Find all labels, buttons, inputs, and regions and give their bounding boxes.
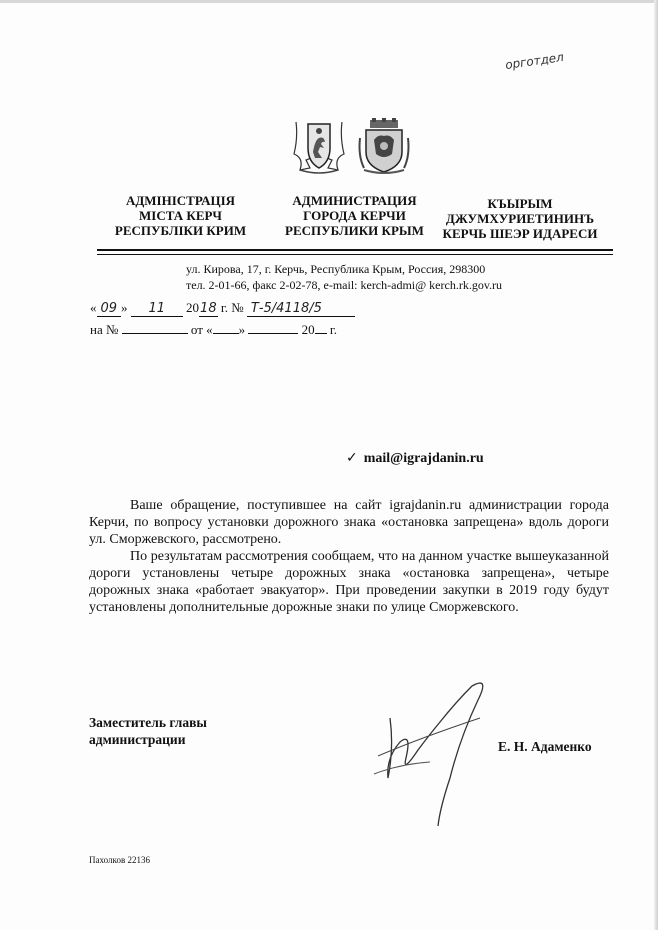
ref-month: 11 bbox=[131, 302, 183, 317]
ref-day: 09 bbox=[97, 302, 122, 317]
handwritten-signature bbox=[360, 678, 500, 843]
ref-year-suffix: 18 bbox=[200, 301, 217, 316]
header-crimean-tatar-line: КЕРЧЬ ШЕЭР ИДАРЕСИ bbox=[442, 226, 598, 241]
header-crimean-tatar bbox=[430, 196, 610, 241]
incoming-month-blank bbox=[248, 321, 298, 334]
incoming-from-label: от « bbox=[190, 322, 213, 337]
header-ukrainian-line: МІСТА КЕРЧ bbox=[139, 208, 222, 223]
header-russian-line: ГОРОДА КЕРЧИ bbox=[303, 208, 406, 223]
incoming-close-quote: » bbox=[238, 322, 246, 337]
incoming-number-blank bbox=[122, 321, 188, 334]
signer-name: Е. Н. Адаменко bbox=[498, 739, 592, 754]
header-divider-thin bbox=[97, 254, 613, 255]
address-block bbox=[186, 261, 502, 293]
recipient-email: mail@igrajdanin.ru bbox=[363, 451, 484, 466]
handwritten-department-note: орготдел bbox=[504, 49, 565, 73]
header-crimean-tatar-line: ДЖУМХУРИЕТИНИНЪ bbox=[445, 211, 595, 226]
header-ukrainian-line: РЕСПУБЛІКИ КРИМ bbox=[114, 223, 247, 238]
letter-body bbox=[89, 497, 609, 616]
contact-details: тел. 2-01-66, факс 2-02-78, e-mail: kerch-admi@ kerch.rk.gov.ru bbox=[186, 278, 503, 292]
incoming-year-prefix: 20 bbox=[301, 322, 315, 337]
executor-note: Пахолков 22136 bbox=[89, 855, 150, 865]
crimea-coat-of-arms-icon bbox=[288, 118, 350, 181]
body-paragraph-1: Ваше обращение, поступившее на сайт igrajdanin.ru администрации города Керчи, по вопросу установки дорожного знака «остановка запрещена» вдоль дороги ул. Сморжевского, рассмотрено. bbox=[89, 498, 609, 547]
signer-title-line-2: администрации bbox=[89, 732, 186, 747]
header-ukrainian-line: АДМІНІСТРАЦІЯ bbox=[125, 193, 236, 208]
ref-open-quote: « bbox=[90, 300, 97, 315]
signer-title-line-1: Заместитель главы bbox=[89, 715, 207, 730]
header-ukrainian bbox=[98, 193, 263, 238]
body-paragraph-2: По результатам рассмотрения сообщаем, что на данном участке вышеуказанной дороги установлены четыре дорожных знака «остановка запрещена», четыре дорожных знака «работает эвакуатор». При проведении закупки в 2019 году будут установлены дополнительные дорожные знаки по улице Сморжевского. bbox=[89, 549, 609, 615]
signer-position bbox=[89, 714, 207, 748]
ref-number: Т-5/4118/5 bbox=[247, 302, 355, 317]
incoming-day-blank bbox=[213, 321, 239, 334]
checkmark-icon: ✓ bbox=[346, 450, 358, 466]
header-russian-line: РЕСПУБЛИКИ КРЫМ bbox=[285, 223, 424, 238]
scan-edge-top bbox=[0, 0, 658, 3]
header-divider-thick bbox=[97, 249, 613, 251]
ref-close-quote: » bbox=[121, 300, 128, 315]
header-russian-line: АДМИНИСТРАЦИЯ bbox=[292, 193, 417, 208]
incoming-year-blank bbox=[315, 321, 327, 334]
kerch-coat-of-arms-icon bbox=[356, 118, 412, 181]
postal-address: ул. Кирова, 17, г. Керчь, Республика Крым, Россия, 298300 bbox=[186, 262, 486, 276]
outgoing-reference-line bbox=[90, 300, 355, 317]
header-russian bbox=[272, 193, 437, 238]
ref-year-prefix: 20 bbox=[186, 300, 200, 315]
incoming-reference-line bbox=[90, 321, 337, 338]
scan-edge-right bbox=[654, 0, 658, 930]
ref-number-label: г. № bbox=[220, 300, 244, 315]
incoming-year-label: г. bbox=[329, 322, 338, 337]
recipient bbox=[346, 450, 484, 467]
incoming-number-label: на № bbox=[90, 322, 119, 337]
header-crimean-tatar-line: КЪЫРЫМ bbox=[487, 196, 553, 211]
